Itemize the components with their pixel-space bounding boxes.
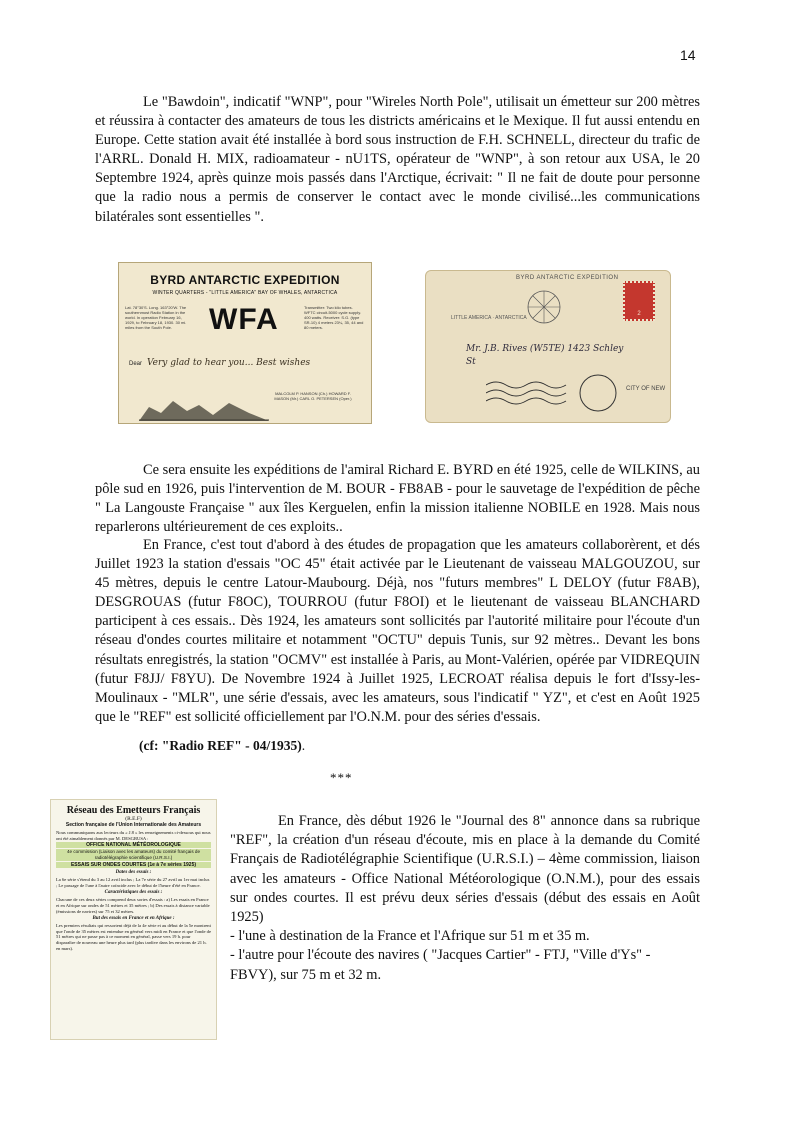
qsl-card-operators: MALCOLM P. HANSON (Ch.) HOWARD F. MASON (Mr.) CARL O. PETERSEN (Oper.) (274, 391, 352, 401)
qsl-card-handwriting: Very glad to hear you... Best wishes (147, 358, 311, 368)
envelope-image (425, 270, 671, 423)
clipping-essais: ESSAIS SUR ONDES COURTES (1e à 7e séries 1925) (56, 862, 211, 868)
citation-text: (cf: "Radio REF" - 04/1935) (139, 738, 302, 753)
clipping-section: Section française de l'Union Internationale des Amateurs (65, 822, 202, 828)
envelope-postmark-text: CITY OF NEW (626, 386, 666, 392)
page-number: 14 (680, 47, 696, 63)
qsl-card-subtitle: WINTER QUARTERS - "LITTLE AMERICA" BAY OF WHALES, ANTARCTICA (152, 290, 338, 296)
clipping-commission: 4e commission (Liaison avec les amateurs) du comité français de radiotélégraphie scientifique (U.R.S.I.) (56, 849, 211, 861)
ref-newspaper-clipping (50, 799, 217, 1040)
list-item-navires: - l'autre pour l'écoute des navires ( "Jacques Cartier" - FTJ, "Ville d'Ys" - FBVY), sur 75 m et 32 m. (230, 947, 651, 983)
postmark-circle (576, 371, 620, 415)
envelope-place-text: LITTLE AMERICA · ANTARCTICA (451, 315, 527, 321)
postage-stamp (623, 281, 655, 321)
qsl-card-title: BYRD ANTARCTIC EXPEDITION (150, 273, 340, 287)
qsl-card-right-text: Transmitter: Two kilo tubes. WFTC circuit-5000 cycle supply. 400 watts. Receiver: S.G. (type SR-10) 4 meters 23¼, 35, 44 and 80 meters. (304, 305, 364, 330)
paragraph-journal-des-8 (230, 812, 700, 985)
paragraph-byrd-expeditions: Ce sera ensuite les expéditions de l'amiral Richard E. BYRD en été 1925, celle de WILKINS, au pôle sud en 1926, puis l'intervention de M. BOUR - FB8AB - pour le sauvetage de l'expédition de pêche " La Langouste Française " aux îles Kerguelen, enfin la mission italienne NOBILE en 1928. Mais nous reparlerons ultérieurement de ces exploits.. (95, 462, 700, 536)
clipping-but-text: Les premiers résultats qui ressortent déjà de la 4e série et au début de la 5e montrent que l'onde de 35 mètres est entendue en général vers midi en France et que l'onde de 51 mètres qui ne passe pas à ce moment en général, passe vers 19 h. pour disparaître de nouveau une heure plus tard (plus tardive dans les environs de 21 h. en mars). (56, 923, 211, 951)
clipping-office: OFFICE NATIONAL MÉTÉOROLOGIQUE (56, 842, 211, 848)
qsl-card-callsign: WFA (209, 303, 279, 336)
envelope-arc-text: BYRD ANTARCTIC EXPEDITION (516, 275, 619, 281)
paragraph-france-propagation: En France, c'est tout d'abord à des études de propagation que les amateurs collaborèrent, et dés Juillet 1923 la station d'essais "OC 45" était activée par le Lieutenant de vaisseau MALGOUZOU, sur 45 mètres, depuis le centre Latour-Maubourg. Déjà, nos "futurs membres" L DELOY (futur F8AB), DESGROUAS (futur F8OC), TOURROU (futur F8OI) et le lieutenant de vaisseau BLANCHARD participent à ces essais.. Dès 1924, les amateurs sont sollicités par l'autorité militaire pour l'écoute d'un réseau d'ondes courtes militaire et notamment "OCTU" depuis Tunis, sur 92 mètres.. Devant les bons résultats enregistrés, la station "OCMV" est installée à Paris, au Mont-Valérien, opérée par VIDREQUIN (futur F8JJ/ F8YU). De Novembre 1924 à Juillet 1925, LECROAT réalisa depuis le fort d'Issy-les-Moulinaux - "MLR", une série d'essais, avec les amateurs, sous l'indicatif " YZ", et c'est en Août 1925 que le "REF" est sollicité officiellement par l'O.N.M. pour des séries d'essais. (95, 537, 700, 725)
clipping-dates-heading: Dates des essais : (115, 870, 152, 876)
paragraph-bawdoin: Le "Bawdoin", indicatif "WNP", pour "Wireles North Pole", utilisait un émetteur sur 200 mètres et réussira à contacter des amateurs de tous les districts américains et le Mexique. Il fut aussi entendu en Europe. Cette station avait été installée à bord sous instruction de F.H. SCHNELL, directeur du trafic de l'ARRL. Donald H. MIX, radioamateur - nU1TS, opérateur de "WNP", à son retour aux USA, le 20 Septembre 1924, après quinze mois passés dans l'Arctique, écrivait: " Il ne fait de doute pour personne que la radio nous a permis de conserver le contact avec le monde civilisé...les communications bilatérales sont essentielles ". (95, 94, 700, 225)
qsl-card-left-text: Lat. 78°30'S. Long. 163°20'W. The southernmost Radio Station in the world. In operation February 16, 1929, to February 18, 1930. 30 mi. miles from the South Pole. (125, 305, 187, 330)
clipping-intro: Nous communiquons aux lecteurs du « J.8 » les renseignements ci-dessous qui nous ont été aimablement donnés par M. DESGRUSA : (56, 830, 211, 841)
qsl-card-dear: Dear (129, 361, 143, 367)
envelope-compass-illustration (514, 277, 574, 337)
qsl-card-image (118, 262, 372, 424)
citation (139, 738, 305, 754)
qsl-card-iceberg-illustration (139, 393, 269, 421)
clipping-title: Réseau des Emetteurs Français (66, 805, 201, 816)
clipping-but-heading: But des essais en France et en Afrique : (92, 916, 175, 922)
list-item-france-afrique: - l'une à destination de la France et l'Afrique sur 51 m et 35 m. (230, 928, 590, 945)
clipping-dates-text: La 6e série s'étend du 3 au 12 avril inclus ; La 7e série du 27 avril au 1er mai inclus ; Le passage de l'une à l'autre coïncide avec le début de l'heure d'été en France. (56, 877, 210, 888)
clipping-carac-heading: Caractéristiques des essais : (104, 890, 163, 896)
postmark-cancel-lines (486, 379, 576, 419)
clipping-carac-text: Chacune de ces deux séries comprend deux sortes d'essais : a) Les essais en France et en Afrique sur ondes de 51 mètres et 35 mètres ; b) Des essais à distance variable (émissions de navires) sur 75 et 32 mètres. (56, 897, 210, 914)
paragraph-journal-intro: En France, dès début 1926 le "Journal des 8" annonce dans sa rubrique "REF", la création d'un réseau d'écoute, mis en place à la demande du Comité Français de Radiotélégraphie Scientifique (U.R.S.I.) – 4ème commission, liaison avec les amateurs - Office National Météorologique (O.N.M.), pour des essais sur ondes courtes. Il est prévu deux séries d'essais (début des essais en Août 1925) (230, 813, 700, 926)
clipping-abbr: (R.E.F) (125, 816, 142, 822)
section-separator: *** (330, 770, 353, 785)
envelope-address: Mr. J.B. Rives (W5TE) 1423 Schley St (466, 344, 624, 367)
citation-period: . (301, 738, 306, 753)
stamp-value: 2 (637, 311, 641, 317)
